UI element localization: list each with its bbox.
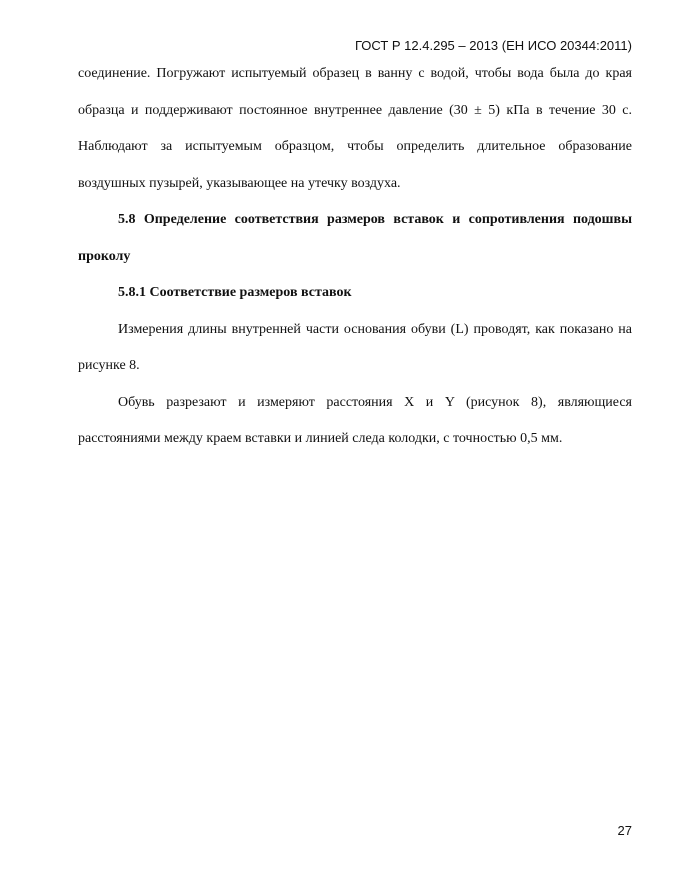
paragraph-continuation: соединение. Погружают испытуемый образец в ванну с водой, чтобы вода была до края образца и поддерживают постоянное внутреннее давление (30 ± 5) кПа в течение 30 с. Наблюдают за испытуемым образцом, чтобы определить длительное образование воздушных пузырей, указывающее на утечку воздуха.	[78, 66, 632, 191]
paragraph-measurement: Измерения длины внутренней части основания обуви (L) проводят, как показано на рисунке 8.	[78, 321, 632, 373]
subsection-heading: 5.8.1 Соответствие размеров вставок	[118, 285, 352, 300]
paragraph-cutting: Обувь разрезают и измеряют расстояния X и Y (рисунок 8), являющиеся расстояниями между краем вставки и линией следа колодки, с точностью 0,5 мм.	[78, 394, 632, 446]
section-heading: 5.8 Определение соответствия размеров вставок и сопротивления подошвы проколу	[78, 212, 632, 264]
page-header: ГОСТ Р 12.4.295 – 2013 (ЕН ИСО 20344:2011)	[354, 38, 632, 53]
page-number: 27	[617, 823, 632, 838]
page-body	[78, 56, 632, 458]
